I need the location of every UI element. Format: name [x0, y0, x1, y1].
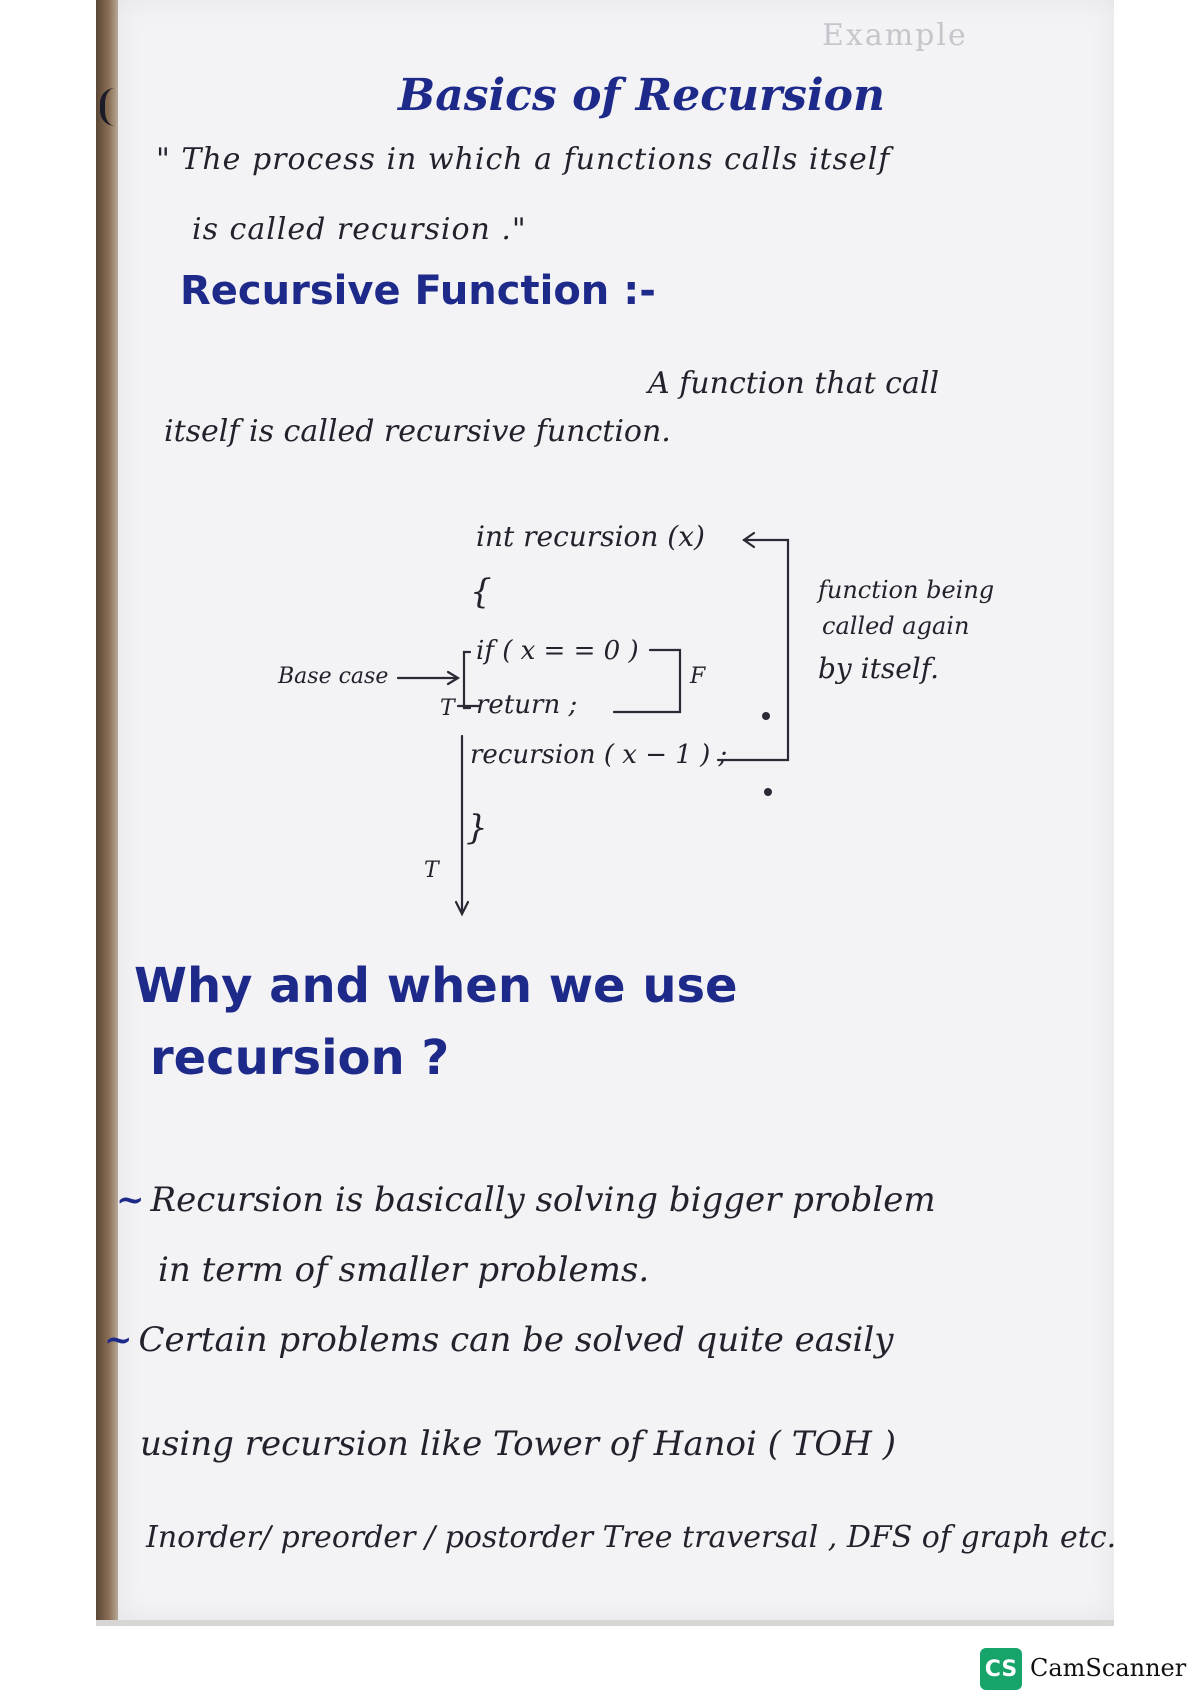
- quote-line-2: is called recursion .": [192, 212, 527, 247]
- why-when-heading-line-2: recursion ?: [150, 1030, 450, 1086]
- annotation-line-1: function being: [818, 576, 995, 604]
- annotation-line-3: by itself.: [818, 652, 940, 685]
- recursion-loop-arrow: [718, 540, 788, 760]
- code-condition: if ( x = = 0 ): [476, 636, 639, 666]
- if-bracket-left: [464, 652, 470, 708]
- false-path-bracket: [614, 650, 680, 712]
- true-label-top: T: [440, 696, 455, 721]
- point-2-line-1: [104, 1320, 893, 1360]
- page-title: Basics of Recursion: [398, 70, 886, 121]
- definition-line-2: itself is called recursive function.: [164, 414, 671, 449]
- bullet-dash-icon: ~: [116, 1180, 145, 1220]
- camscanner-logo-icon: CS: [980, 1648, 1022, 1690]
- point-1-text: Recursion is basically solving bigger problem: [150, 1180, 936, 1220]
- point-2-text: Certain problems can be solved quite easily: [138, 1320, 894, 1360]
- camscanner-watermark: CamScanner: [1030, 1654, 1187, 1682]
- definition-line-1: A function that call: [648, 366, 940, 401]
- why-when-heading-line-1: Why and when we use: [134, 958, 738, 1014]
- code-return: return ;: [476, 690, 578, 720]
- point-2-line-3: Inorder/ preorder / postorder Tree traversal , DFS of graph etc.: [146, 1520, 1117, 1555]
- code-open-brace: {: [470, 572, 492, 612]
- recursive-function-heading: Recursive Function :-: [180, 268, 656, 314]
- ink-dot: [762, 712, 770, 720]
- point-1-line-1: [116, 1180, 936, 1220]
- code-recursive-call: recursion ( x − 1 ) ;: [470, 740, 728, 770]
- false-label: F: [690, 664, 706, 689]
- bullet-dash-icon: ~: [104, 1320, 133, 1360]
- base-case-label: Base case: [278, 664, 389, 689]
- code-signature: int recursion (x): [476, 520, 705, 553]
- code-close-brace: }: [466, 808, 488, 848]
- point-1-line-2: in term of smaller problems.: [158, 1250, 650, 1290]
- quote-line-1: " The process in which a functions calls itself: [156, 142, 891, 177]
- ink-dot: [764, 788, 772, 796]
- annotation-line-2: called again: [822, 612, 970, 640]
- true-label-bottom: T: [424, 858, 439, 883]
- faint-bleed-through: Example: [822, 18, 968, 53]
- point-2-line-2: using recursion like Tower of Hanoi ( TOH ): [140, 1424, 897, 1464]
